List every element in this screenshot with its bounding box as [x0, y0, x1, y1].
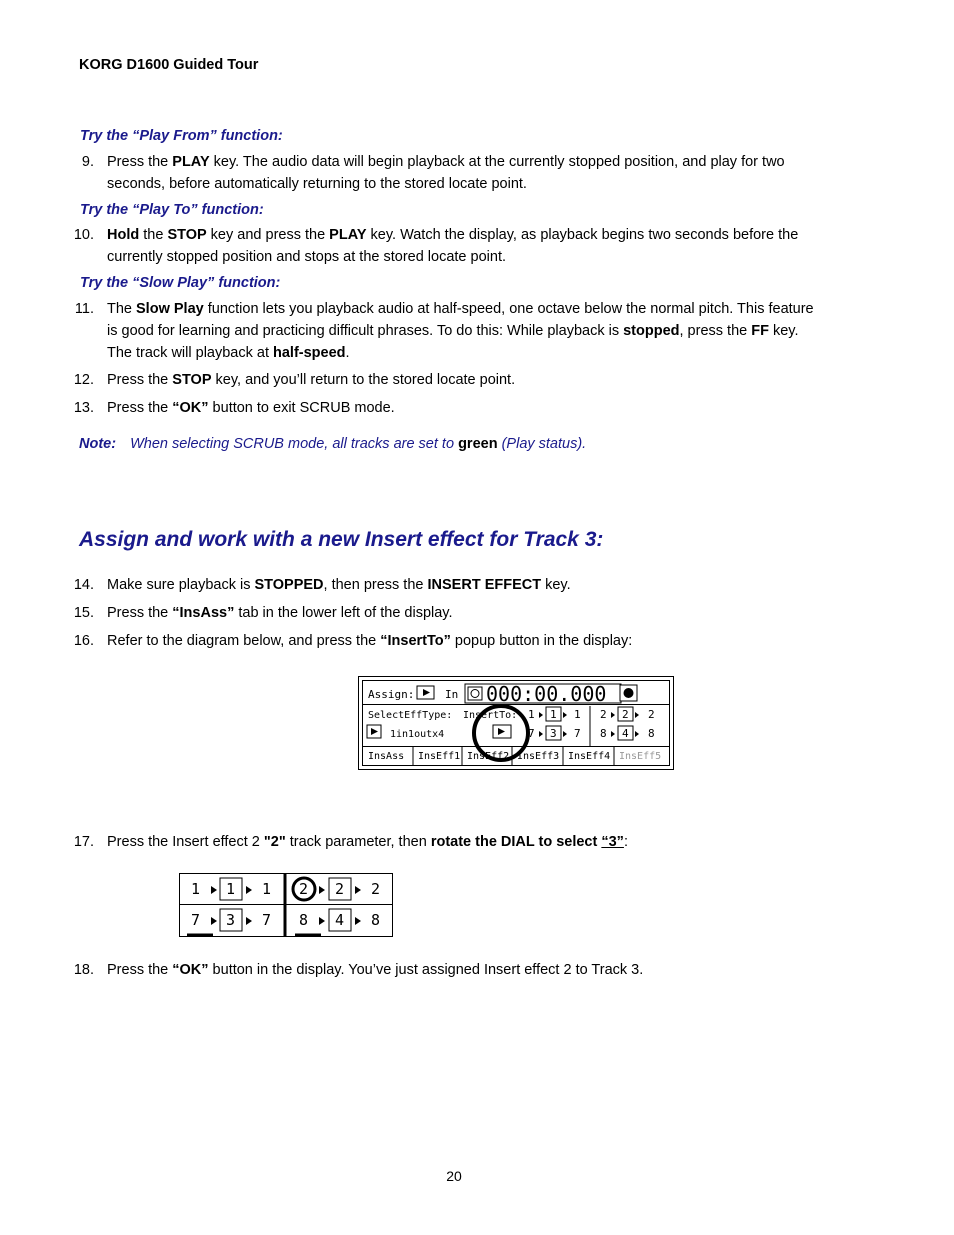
row2-cell: 8 — [299, 911, 309, 929]
step-number: 11. — [74, 301, 94, 317]
tab-inseff5: InsEff5 — [619, 751, 662, 762]
tab-inseff3: InsEff3 — [517, 751, 560, 762]
tab-inseff2: InsEff2 — [467, 751, 510, 762]
lcd-insert-assign-screen — [358, 676, 674, 770]
row2-cell: 7 — [574, 727, 581, 740]
step-number: 18. — [73, 962, 94, 978]
note — [79, 436, 586, 452]
subhead-play-from: Try the “Play From” function: — [80, 128, 283, 144]
row2-cell: 7 — [528, 727, 535, 740]
lcd-track-assign-detail — [179, 873, 393, 937]
row2-cell: 7 — [262, 911, 272, 929]
row1-cell: 1 — [528, 708, 535, 721]
row1-cell: 1 — [550, 708, 557, 721]
step-16: 16. Refer to the diagram below, and press the “InsertTo” popup button in the display: — [60, 630, 820, 652]
step-11: 11. The Slow Play function lets you playback audio at half-speed, one octave below the normal pitch. This feature is good for learning and practicing difficult phrases. To do this: While playback is stopped, press the FF key. The track will playback at half-speed. — [60, 298, 820, 364]
insert-to-label: InsertTo: — [463, 710, 518, 721]
row1-cell: 2 — [299, 880, 309, 898]
time-display: 000:00.000 — [486, 682, 607, 706]
row1-cell: 1 — [262, 880, 272, 898]
row1-cell: 2 — [600, 708, 607, 721]
note-text: When selecting SCRUB mode, all tracks are set to green (Play status). — [130, 436, 587, 452]
row2-cell: 8 — [600, 727, 607, 740]
row1-cell: 2 — [335, 880, 345, 898]
step-10: 10. Hold the STOP key and press the PLAY key. Watch the display, as playback begins two seconds before the currently stopped position and stops at the stored locate point. — [60, 224, 820, 268]
row2-cell: 7 — [191, 911, 201, 929]
row1-cell: 2 — [648, 708, 655, 721]
row1-cell: 1 — [574, 708, 581, 721]
tab-inseff1: InsEff1 — [418, 751, 461, 762]
page-number: 20 — [446, 1168, 462, 1184]
row1-cell: 2 — [622, 708, 629, 721]
row2-cell: 8 — [648, 727, 655, 740]
step-14: 14. Make sure playback is STOPPED, then press the INSERT EFFECT key. — [60, 574, 820, 596]
step-12: 12. Press the STOP key, and you’ll return to the stored locate point. — [60, 369, 820, 391]
step-number: 10. — [73, 227, 94, 243]
row1-cell: 1 — [226, 880, 236, 898]
step-number: 14. — [73, 577, 94, 593]
row1-cell: 1 — [191, 880, 201, 898]
step-15: 15. Press the “InsAss” tab in the lower left of the display. — [60, 602, 820, 624]
tab-inseff4: InsEff4 — [568, 751, 611, 762]
row2-cell: 3 — [226, 911, 236, 929]
note-label: Note: — [79, 436, 117, 452]
row2-cell: 3 — [550, 727, 557, 740]
step-number: 15. — [73, 605, 94, 621]
row2-cell: 8 — [371, 911, 381, 929]
subhead-play-to: Try the “Play To” function: — [80, 202, 264, 218]
locate-icon — [624, 688, 634, 698]
step-18: 18. Press the “OK” button in the display. You’ve just assigned Insert effect 2 to Track 3. — [60, 959, 820, 981]
tab-insass: InsAss — [368, 751, 405, 762]
row1-cell: 2 — [371, 880, 381, 898]
step-number: 9. — [81, 154, 94, 170]
step-number: 13. — [73, 400, 94, 416]
assign-label: Assign: — [368, 688, 415, 701]
subhead-slow-play: Try the “Slow Play” function: — [80, 275, 281, 291]
section-title: Assign and work with a new Insert effect for Track 3: — [79, 528, 604, 551]
step-number: 12. — [73, 372, 94, 388]
row2-cell: 4 — [622, 727, 629, 740]
in-label: In — [445, 688, 459, 701]
effect-type-value: 1in1outx4 — [390, 729, 445, 740]
document-header: KORG D1600 Guided Tour — [79, 57, 259, 73]
select-eff-type-label: SelectEffType: — [368, 710, 453, 721]
step-number: 17. — [73, 834, 94, 850]
step-17: 17. Press the Insert effect 2 "2" track parameter, then rotate the DIAL to select “3”: — [60, 831, 820, 853]
step-9: 9. Press the PLAY key. The audio data will begin playback at the currently stopped position, and play for two seconds, before automatically returning to the stored locate point. — [60, 151, 820, 195]
step-13: 13. Press the “OK” button to exit SCRUB mode. — [60, 397, 820, 419]
row2-cell: 4 — [335, 911, 345, 929]
step-number: 16. — [73, 633, 94, 649]
